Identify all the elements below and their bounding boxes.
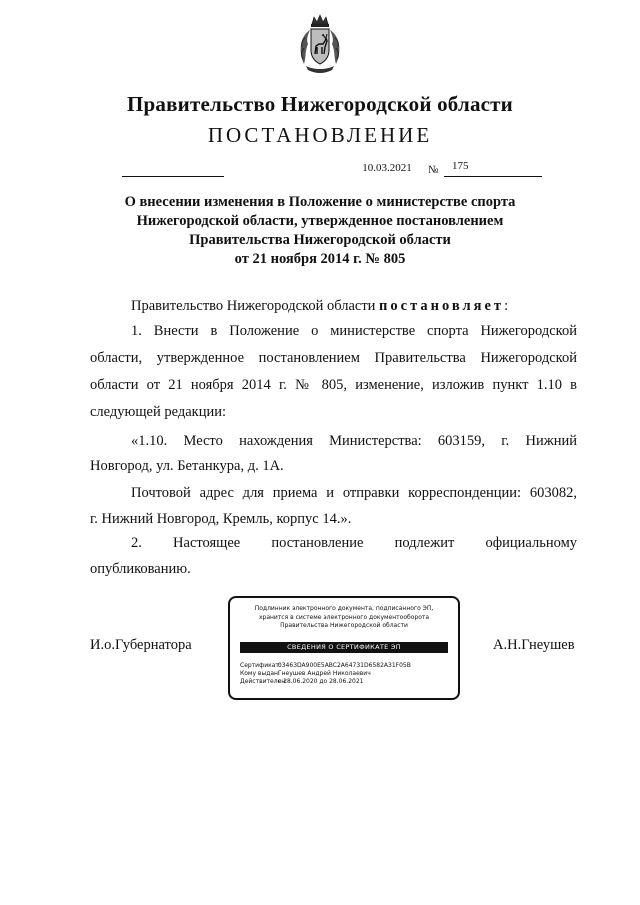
stamp-details [240, 662, 411, 686]
quote-line: «1.10. Место нахождения Министерства: 603159, г. Нижний [131, 433, 577, 449]
item2-line: опубликованию. [90, 561, 191, 577]
document-type: ПОСТАНОВЛЕНИЕ [207, 123, 433, 147]
e-signature-stamp [228, 596, 460, 700]
validity-value: с 28.06.2020 до 28.06.2021 [277, 678, 364, 685]
document-subject [100, 193, 540, 269]
signer-position: И.о.Губернатора [90, 637, 192, 653]
coat-of-arms-icon [296, 14, 344, 76]
document-date: 10.03.2021 [362, 162, 412, 174]
quote-line: Почтовой адрес для приема и отправки корреспонденции: 603082, [131, 485, 577, 501]
quote-line: Новгород, ул. Бетанкура, д. 1А. [90, 458, 284, 474]
validity-row [240, 678, 411, 686]
validity-label: Действителен: [240, 678, 288, 685]
signer-name: А.Н.Гнеушев [493, 637, 575, 653]
owner-label: Кому выдан: [240, 670, 280, 677]
quote-line: г. Нижний Новгород, Кремль, корпус 14.». [90, 511, 352, 527]
item1-line: области, утвержденное постановлением Правительства Нижегородской [90, 350, 577, 366]
number-sign: № [428, 164, 439, 176]
item1-line: области от 21 ноября 2014 г. № 805, изменение, изложив пункт 1.10 в [90, 377, 577, 393]
stamp-header-line: хранится в системе электронного документооборота [258, 613, 430, 621]
stamp-header-line: Правительства Нижегородской области [280, 622, 408, 629]
preamble-verb: постановляет [379, 298, 505, 314]
preamble-prefix: Правительство Нижегородской области [131, 298, 380, 314]
item1-line: 1. Внести в Положение о министерстве спорта Нижегородской [131, 323, 577, 339]
date-blank-line [122, 176, 224, 177]
stamp-header-line: Подлинник электронного документа, подписанного ЭП, [254, 605, 434, 612]
subject-line: Нижегородской области, утвержденное постановлением [136, 213, 504, 229]
subject-line: от 21 ноября 2014 г. № 805 [234, 251, 406, 267]
preamble-colon: : [504, 298, 509, 314]
owner-row [240, 670, 411, 678]
subject-line: Правительства Нижегородской области [189, 232, 451, 248]
preamble [131, 293, 508, 320]
certificate-label: Сертификат: [240, 662, 281, 669]
stamp-header [230, 605, 458, 631]
certificate-value: 03463DA900E5ABC2A64731D6582A31F05B [277, 662, 411, 669]
item2-line: 2. Настоящее постановление подлежит официальному [131, 535, 577, 551]
document-number: 175 [452, 160, 469, 172]
certificate-row [240, 662, 411, 670]
subject-line: О внесении изменения в Положение о министерстве спорта [124, 194, 516, 210]
stamp-title-bar: СВЕДЕНИЯ О СЕРТИФИКАТЕ ЭП [240, 642, 448, 653]
owner-value: Гнеушев Андрей Николаевич [277, 670, 371, 677]
government-title: Правительство Нижегородской области [127, 92, 513, 116]
item1-line: следующей редакции: [90, 404, 227, 420]
number-underline [444, 176, 542, 177]
